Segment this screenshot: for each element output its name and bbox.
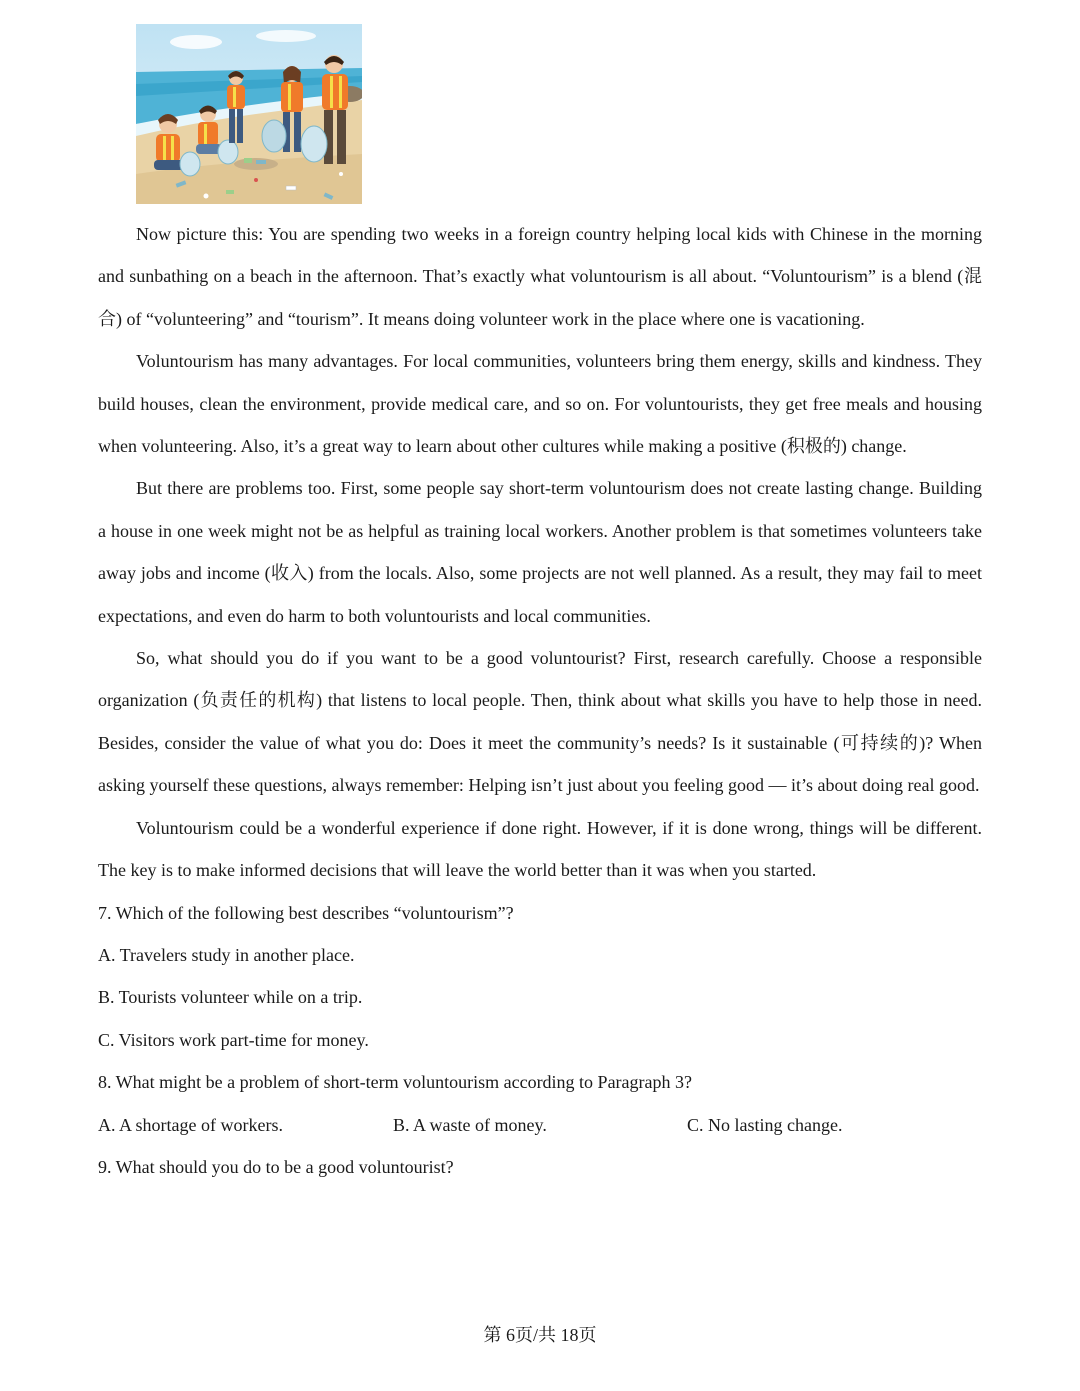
- question-7-option-c: C. Visitors work part-time for money.: [98, 1029, 369, 1050]
- question-8-option-a: A. A shortage of workers.: [98, 1114, 283, 1135]
- question-7-option-a: A. Travelers study in another place.: [98, 944, 355, 965]
- question-8-stem: 8. What might be a problem of short-term voluntourism according to Paragraph 3?: [98, 1072, 693, 1093]
- article-text: [98, 213, 982, 1188]
- question-9-stem: 9. What should you do to be a good voluntourist?: [98, 1156, 454, 1177]
- paragraph-4: So, what should you do if you want to be a good voluntourist? First, research carefully. Choose a responsible organization (负责任的机构) that listens to local people. Then, think about what skills you have to help those in need. Besides, consider the value of what you do: Does it meet the community’s needs? Is it sustainable (可持续的)? When asking yourself these questions, always remember: Helping isn’t just about you feeling good — it’s about doing real good.: [98, 648, 982, 796]
- page-number: 第 6页/共 18页: [483, 1325, 597, 1345]
- question-8-option-c: C. No lasting change.: [687, 1114, 843, 1135]
- beach-cleanup-icon: [136, 24, 362, 204]
- paragraph-2: Voluntourism has many advantages. For local communities, volunteers bring them energy, skills and kindness. They build houses, clean the environment, provide medical care, and so on. For voluntourists, they get free meals and housing when volunteering. Also, it’s a great way to learn about other cultures while making a positive (积极的) change.: [98, 351, 982, 457]
- beach-cleanup-illustration: [136, 24, 362, 204]
- paragraph-3: But there are problems too. First, some people say short-term voluntourism does not create lasting change. Building a house in one week might not be as helpful as training local workers. Another problem is that sometimes volunteers take away jobs and income (收入) from the locals. Also, some projects are not well planned. As a result, they may fail to meet expectations, and even do harm to both voluntourists and local communities.: [98, 478, 982, 626]
- question-8-option-b: B. A waste of money.: [393, 1114, 547, 1135]
- question-7-stem: 7. Which of the following best describes “voluntourism”?: [98, 902, 514, 923]
- paragraph-5: Voluntourism could be a wonderful experience if done right. However, if it is done wrong, things will be different. The key is to make informed decisions that will leave the world better than it was when you started.: [98, 817, 982, 881]
- question-8-options: [98, 1104, 982, 1146]
- question-7-option-b: B. Tourists volunteer while on a trip.: [98, 987, 363, 1008]
- paragraph-1: Now picture this: You are spending two weeks in a foreign country helping local kids with Chinese in the morning and sunbathing on a beach in the afternoon. That’s exactly what voluntourism is all about. “Voluntourism” is a blend (混合) of “volunteering” and “tourism”. It means doing volunteer work in the place where one is vacationing.: [98, 224, 982, 329]
